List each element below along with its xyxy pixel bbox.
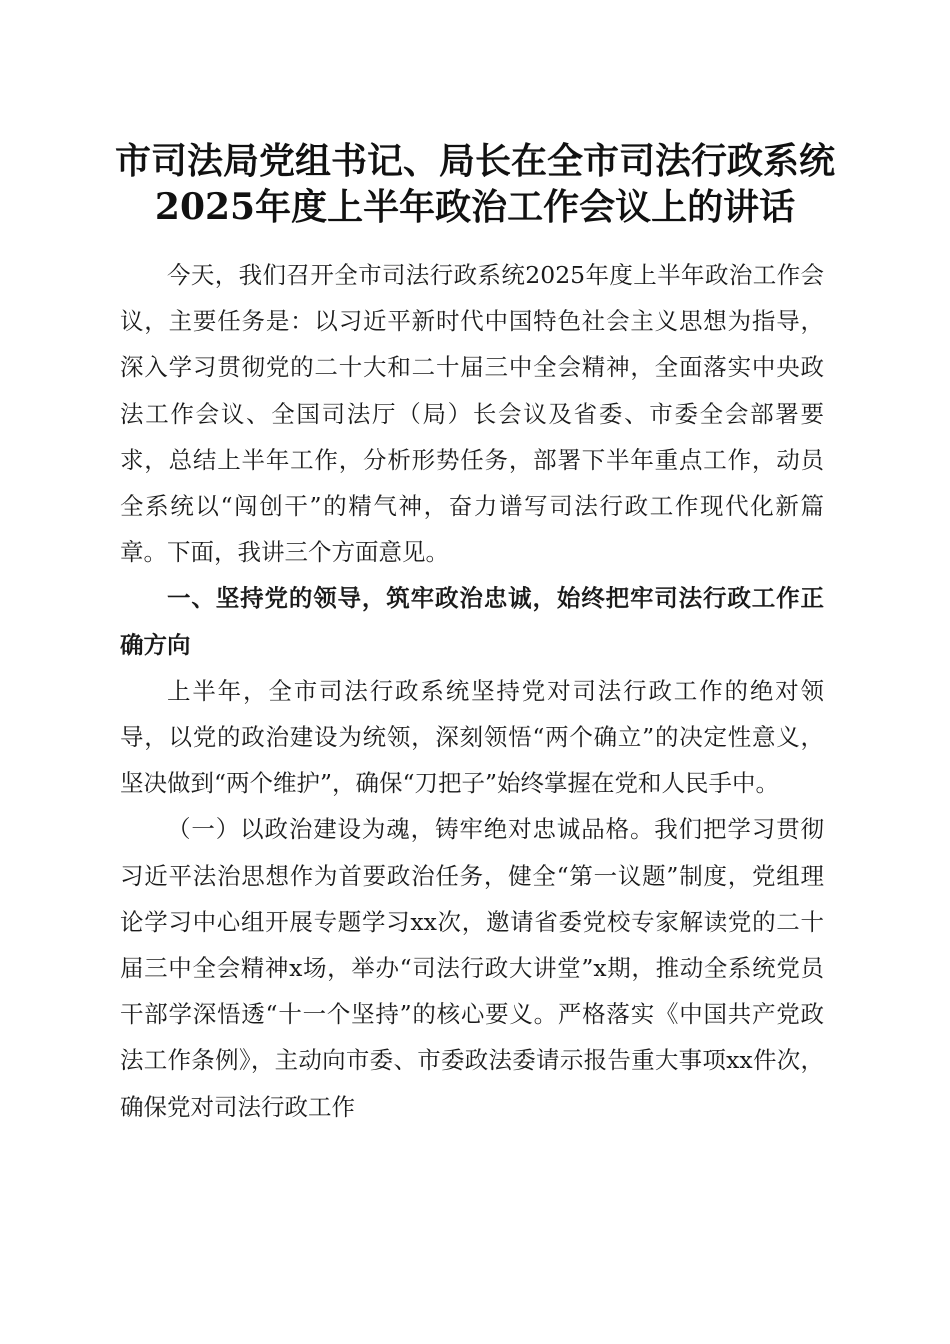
section-1-paragraph: 上半年，全市司法行政系统坚持党对司法行政工作的绝对领导，以党的政治建设为统领，深刻领悟“两个确立”的决定性意义，坚决做到“两个维护”，确保“刀把子”始终掌握在党和人民手中。 <box>120 676 824 798</box>
title-line-1: 市司法局党组书记、局长在全市司法行政系统 <box>114 140 835 182</box>
intro-paragraph: 今天，我们召开全市司法行政系统2025年度上半年政治工作会议，主要任务是：以习近平新时代中国特色社会主义思想为指导，深入学习贯彻党的二十大和二十届三中全会精神，全面落实中央政法工作会议、全国司法厅（局）长会议及省委、市委全会部署要求，总结上半年工作，分析形势任务，部署下半年重点工作，动员全系统以“闯创干”的精气神，奋力谱写司法行政工作现代化新篇章。下面，我讲三个方面意见。 <box>120 261 824 567</box>
section-heading-1: 一、坚持党的领导，筑牢政治忠诚，始终把牢司法行政工作正确方向 <box>120 584 824 659</box>
subsection-1-paragraph: （一）以政治建设为魂，铸牢绝对忠诚品格。我们把学习贯彻习近平法治思想作为首要政治任务，健全“第一议题”制度，党组理论学习中心组开展专题学习xx次，邀请省委党校专家解读党的二十届三中全会精神x场，举办“司法行政大讲堂”x期，推动全系统党员干部学深悟透“十一个坚持”的核心要义。严格落实《中国共产党政法工作条例》，主动向市委、市委政法委请示报告重大事项xx件次，确保党对司法行政工作 <box>120 815 824 1121</box>
document-body <box>120 252 824 1130</box>
title-line-2: 2025年度上半年政治工作会议上的讲话 <box>154 186 796 228</box>
document-title <box>100 138 850 230</box>
